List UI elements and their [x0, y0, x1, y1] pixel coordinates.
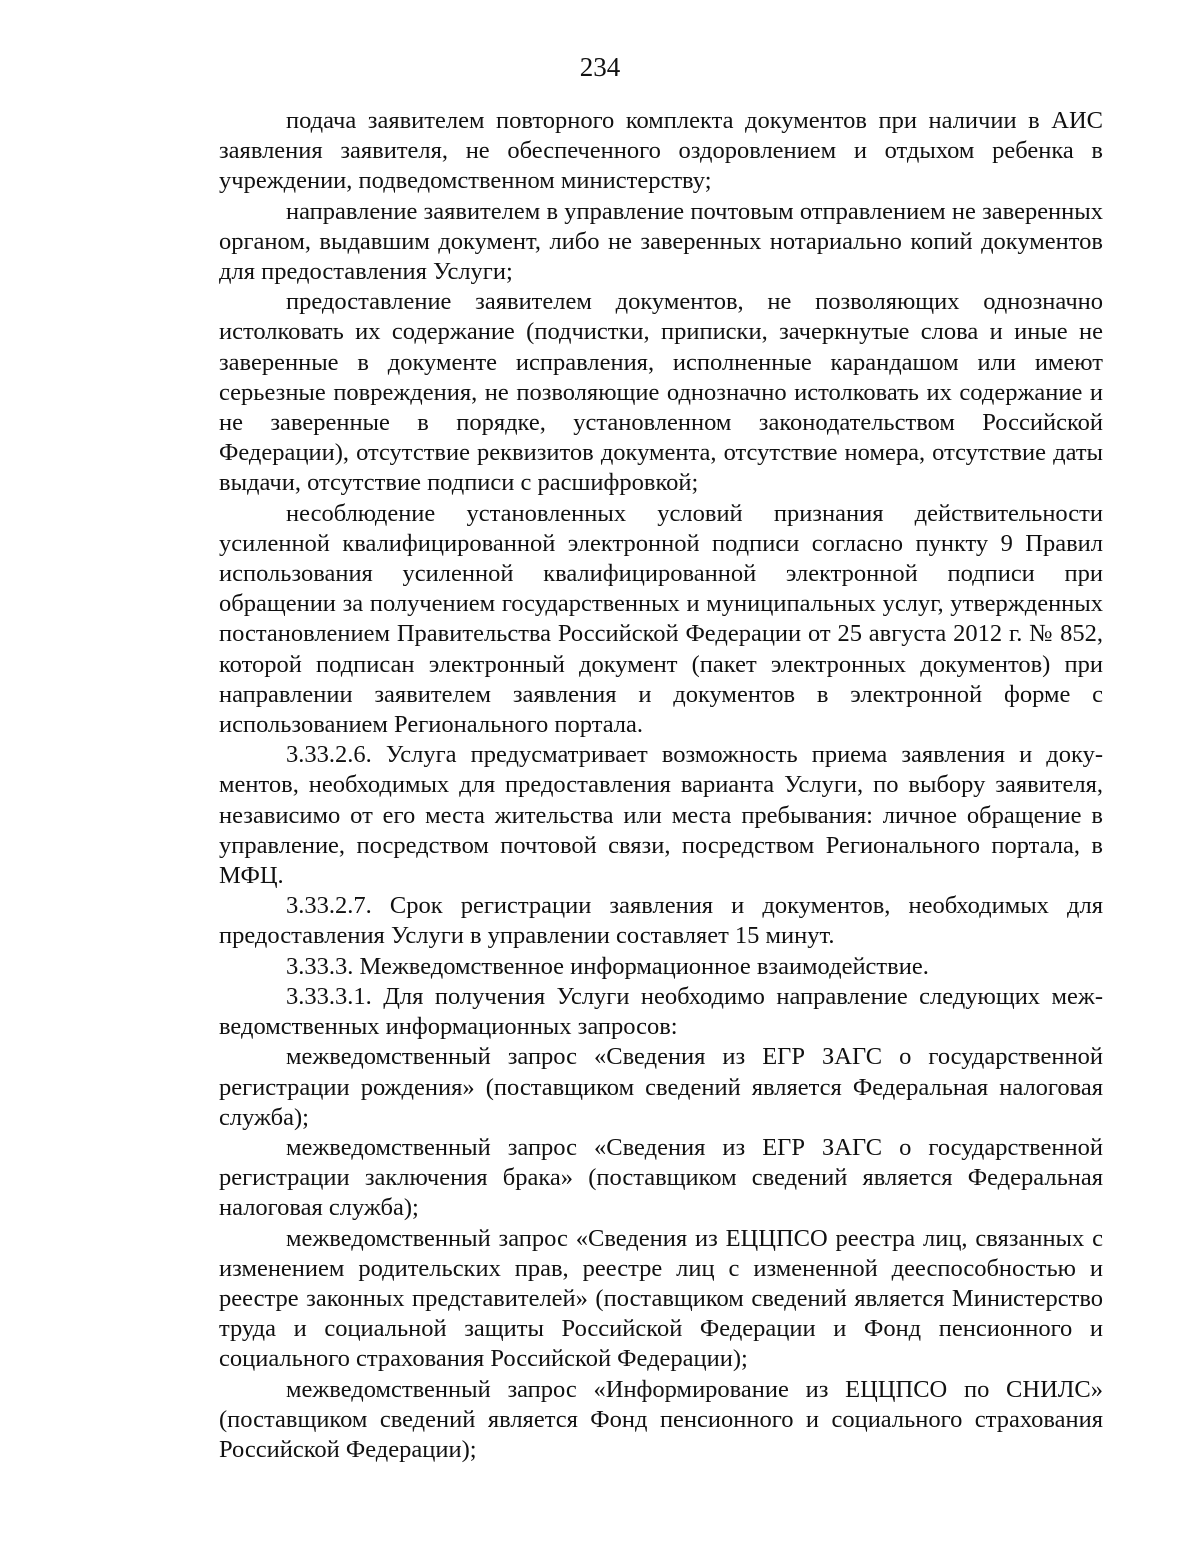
- paragraph-electronic-signature: несоблюдение установленных условий признания действительности усиленной квалифицированной электронной подписи согласно пункту 9 Правил использования усиленной квалифицированной электронной подписи при обращении за получением государственных и муниципальных услуг, утвержденных постановлением Правительства Российской Федерации от 25 августа 2012 г. № 852, которой подписан электронный документ (пакет электронных документов) при направлении заявителем заявления и документов в электронной форме с использованием Регионального портала.: [219, 499, 1103, 739]
- paragraph-unreadable-documents: предоставление заявителем документов, не позволяющих однозначно истолковать их содержание (подчистки, приписки, зачеркнутые слова и иные не заверенные в документе исправления, исполненные карандашом или имеют серьезные повреждения, не позволяющие однозначно истолковать их содержание и не заверенные в порядке, установленном законодательством Российской Федерации), отсутствие реквизитов документа, отсутствие номера, отсутствие даты выдачи, отсутствие подписи с расшифровкой;: [219, 288, 1103, 497]
- paragraph-postal-copies: направление заявителем в управление почтовым отправлением не заверенных органом, выдавшим документ, либо не заверенных нотариально копий документов для предоставления Услуги;: [219, 197, 1103, 286]
- paragraph-3-33-2-6: 3.33.2.6. Услуга предусматривает возможность приема заявления и документов, необходимых для предоставления варианта Услуги, по выбору заявителя, независимо от его места жительства или места пребывания: личное обращение в управление, посредством почтовой связи, посредством Регионального портала, в МФЦ.: [219, 741, 1103, 890]
- paragraph-request-marriage: межведомственный запрос «Сведения из ЕГР ЗАГС о государственной регистрации заключения брака» (поставщиком сведений является Федеральная налоговая служба);: [219, 1133, 1103, 1222]
- paragraph-3-33-3-heading: 3.33.3. Межведомственное информационное взаимодействие.: [286, 952, 929, 980]
- paragraph-request-birth: межведомственный запрос «Сведения из ЕГР ЗАГС о государственной регистрации рождения» (поставщиком сведений является Федеральная налоговая служба);: [219, 1043, 1103, 1131]
- document-body: [219, 106, 1103, 1465]
- paragraph-request-ecpso-registry: межведомственный запрос «Сведения из ЕЦЦПСО реестра лиц, связанных с изменением родительских прав, реестре лиц с измененной дееспособностью и реестре законных представителей» (поставщиком сведений является Министерство труда и социальной защиты Российской Федерации и Фонд пенсионного и социального страхования Российской Федерации);: [219, 1224, 1103, 1373]
- paragraph-repeat-submission: подача заявителем повторного комплекта документов при наличии в АИС заявления заявителя, не обеспеченного оздоровлением и отдыхом ребенка в учреждении, подведомственном министерству;: [219, 107, 1103, 195]
- page-number: 234: [579, 52, 621, 82]
- paragraph-3-33-3-1: 3.33.3.1. Для получения Услуги необходимо направление следующих межведомственных информационных запросов:: [219, 982, 1103, 1041]
- paragraph-3-33-2-7: 3.33.2.7. Срок регистрации заявления и документов, необходимых для предоставления Услуги в управлении составляет 15 минут.: [219, 892, 1103, 950]
- paragraph-request-snils: межведомственный запрос «Информирование из ЕЦЦПСО по СНИЛС» (поставщиком сведений является Фонд пенсионного и социального страхования Российской Федерации);: [219, 1375, 1103, 1463]
